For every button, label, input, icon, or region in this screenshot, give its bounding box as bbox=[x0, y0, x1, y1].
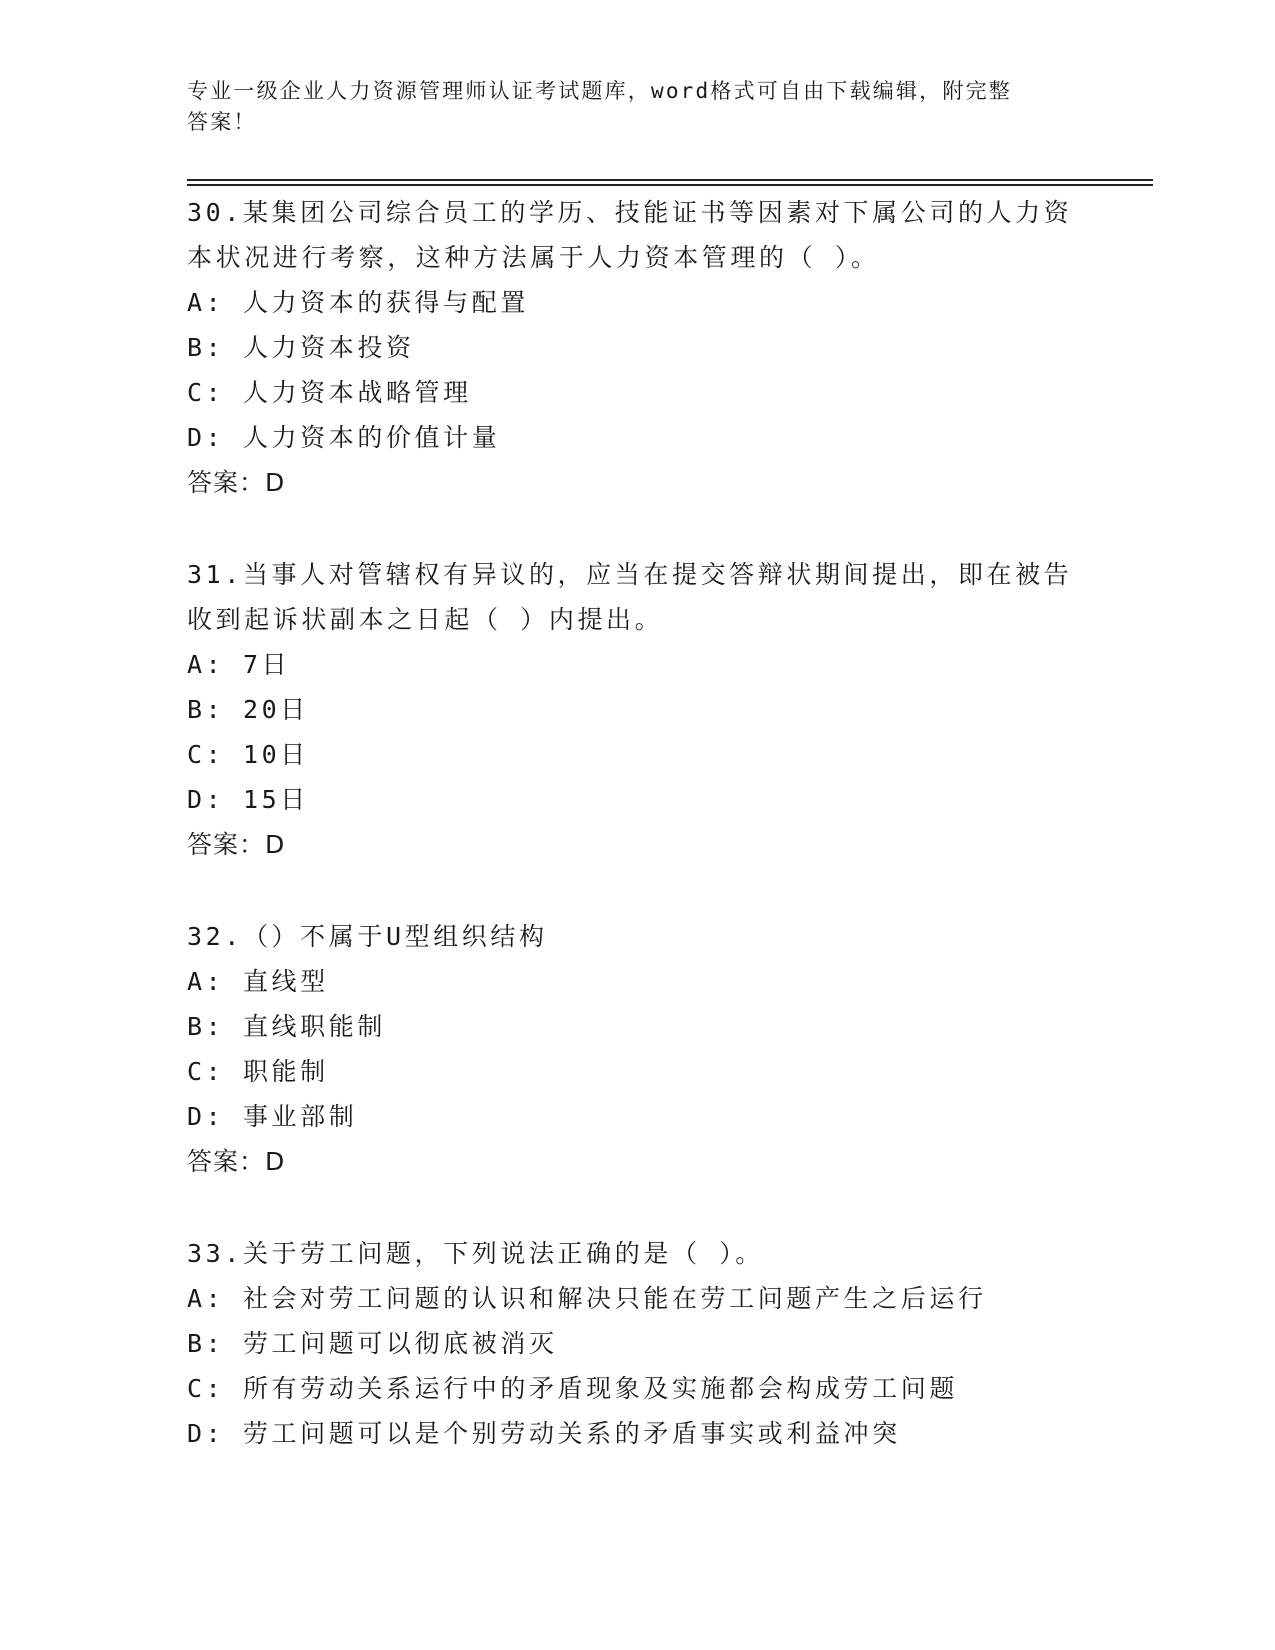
question-32 bbox=[187, 914, 1087, 1184]
question-gap bbox=[187, 867, 1087, 914]
question-stem-line: 本状况进行考察，这种方法属于人力资本管理的（ ）。 bbox=[187, 243, 880, 272]
option-c: C: 所有劳动关系运行中的矛盾现象及实施都会构成劳工问题 bbox=[187, 1374, 958, 1403]
option-d: D: 事业部制 bbox=[187, 1102, 358, 1131]
option-d: D: 人力资本的价值计量 bbox=[187, 423, 501, 452]
question-stem-line: 30.某集团公司综合员工的学历、技能证书等因素对下属公司的人力资 bbox=[187, 198, 1073, 227]
option-c: C: 10日 bbox=[187, 740, 309, 769]
option-a: A: 社会对劳工问题的认识和解决只能在劳工问题产生之后运行 bbox=[187, 1284, 987, 1313]
option-b: B: 20日 bbox=[187, 695, 309, 724]
option-c: C: 人力资本战略管理 bbox=[187, 378, 472, 407]
option-b: B: 劳工问题可以彻底被消灭 bbox=[187, 1329, 558, 1358]
option-a: A: 直线型 bbox=[187, 967, 329, 996]
option-b: B: 直线职能制 bbox=[187, 1012, 386, 1041]
question-gap bbox=[187, 505, 1087, 552]
option-c: C: 职能制 bbox=[187, 1057, 329, 1086]
question-31 bbox=[187, 552, 1087, 867]
question-stem-line: 收到起诉状副本之日起（ ）内提出。 bbox=[187, 605, 664, 634]
header-divider-top bbox=[187, 179, 1153, 181]
question-33 bbox=[187, 1231, 1087, 1456]
option-b: B: 人力资本投资 bbox=[187, 333, 415, 362]
question-list bbox=[187, 190, 1087, 1456]
header-line-2: 答案！ bbox=[187, 110, 257, 134]
option-d: D: 劳工问题可以是个别劳动关系的矛盾事实或利益冲突 bbox=[187, 1419, 901, 1448]
document-header bbox=[187, 76, 1067, 138]
question-gap bbox=[187, 1184, 1087, 1231]
question-30 bbox=[187, 190, 1087, 505]
option-d: D: 15日 bbox=[187, 785, 309, 814]
option-a: A: 人力资本的获得与配置 bbox=[187, 288, 529, 317]
question-stem-line: 32.（）不属于U型组织结构 bbox=[187, 922, 548, 951]
header-divider-bottom bbox=[187, 184, 1153, 186]
answer-line: 答案：D bbox=[187, 1147, 286, 1176]
answer-line: 答案：D bbox=[187, 468, 286, 497]
question-stem-line: 31.当事人对管辖权有异议的，应当在提交答辩状期间提出，即在被告 bbox=[187, 560, 1073, 589]
option-a: A: 7日 bbox=[187, 650, 291, 679]
question-stem-line: 33.关于劳工问题，下列说法正确的是（ ）。 bbox=[187, 1239, 764, 1268]
header-line-1: 专业一级企业人力资源管理师认证考试题库，word格式可自由下载编辑，附完整 bbox=[187, 79, 1012, 103]
answer-line: 答案：D bbox=[187, 830, 286, 859]
